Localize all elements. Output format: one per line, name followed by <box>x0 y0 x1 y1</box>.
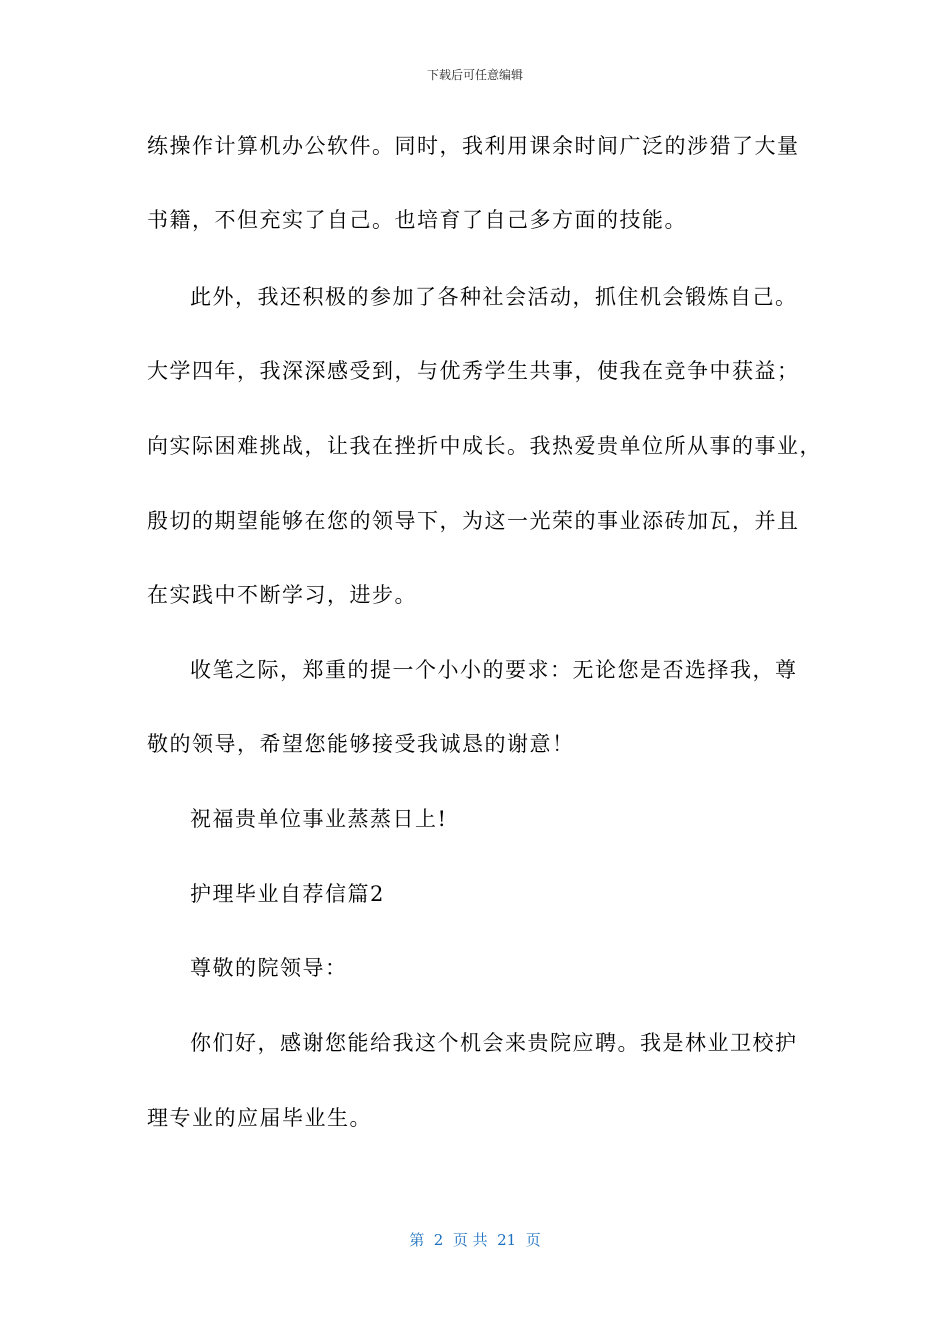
header-note: 下载后可任意编辑 <box>426 68 523 82</box>
paragraph-line: 收笔之际，郑重的提一个小小的要求：无论您是否选择我，尊 <box>190 658 798 682</box>
paragraph-line: 此外，我还积极的参加了各种社会活动，抓住机会锻炼自己。 <box>190 285 798 309</box>
paragraph-line: 在实践中不断学习，进步。 <box>147 583 417 607</box>
salutation: 尊敬的院领导： <box>190 956 348 980</box>
paragraph-line: 祝福贵单位事业蒸蒸日上! <box>190 807 448 831</box>
paragraph-line: 向实际困难挑战，让我在挫折中成长。我热爱贵单位所从事的事业， <box>147 434 822 458</box>
paragraph-line: 敬的领导，希望您能够接受我诚恳的谢意！ <box>147 732 575 756</box>
paragraph-line: 书籍，不但充实了自己。也培育了自己多方面的技能。 <box>147 208 687 232</box>
paragraph-line: 大学四年，我深深感受到，与优秀学生共事，使我在竞争中获益； <box>147 359 800 383</box>
paragraph-line: 殷切的期望能够在您的领导下，为这一光荣的事业添砖加瓦，并且 <box>147 509 800 533</box>
paragraph-line: 练操作计算机办公软件。同时，我利用课余时间广泛的涉猎了大量 <box>147 134 800 158</box>
paragraph-line: 理专业的应届毕业生。 <box>147 1106 372 1130</box>
section-heading: 护理毕业自荐信篇2 <box>190 882 385 906</box>
page-number-footer: 第 2 页 共 21 页 <box>409 1231 541 1249</box>
paragraph-line: 你们好，感谢您能给我这个机会来贵院应聘。我是林业卫校护 <box>190 1031 798 1055</box>
